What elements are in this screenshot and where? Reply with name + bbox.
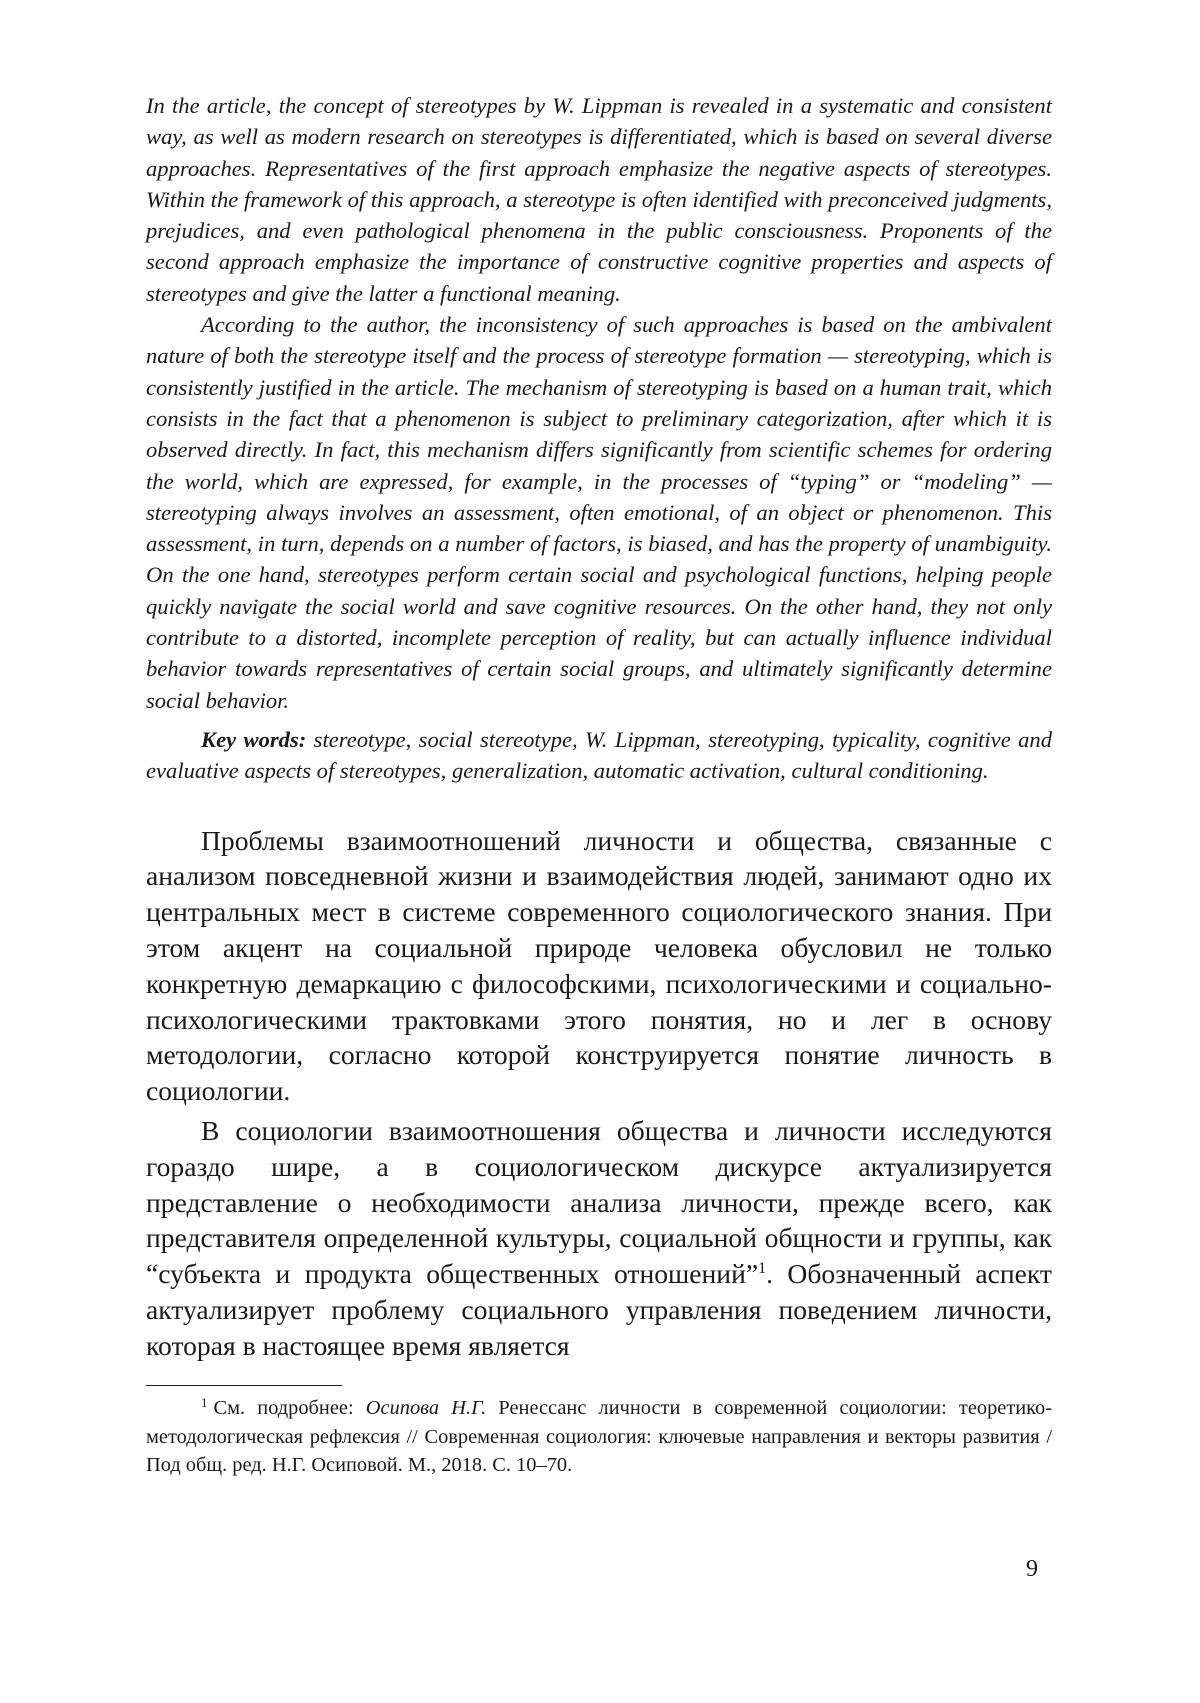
body-paragraph-2 [146, 1113, 1052, 1364]
abstract-paragraph-2: According to the author, the inconsistency of such approaches is based on the ambivalent nature of both the stereotype itself and the process of stereotype formation — stereotyping, which is consistently justified in the article. The mechanism of stereotyping is based on a human trait, which consists in the fact that a phenomenon is subject to preliminary categorization, after which it is observed directly. In fact, this mechanism differs significantly from scientific schemes for ordering the world, which are expressed, for example, in the processes of “typing” or “modeling” — stereotyping always involves an assessment, often emotional, of an object or phenomenon. This assessment, in turn, depends on a number of factors, is biased, and has the property of unambiguity. On the one hand, stereotypes perform certain social and psychological functions, helping people quickly navigate the social world and save cognitive resources. On the other hand, they not only contribute to a distorted, incomplete perception of reality, but can actually influence individual behavior towards representatives of certain social groups, and ultimately significantly determine social behavior. [146, 312, 1052, 713]
footnote-author: Осипова Н.Г. [365, 1397, 487, 1420]
abstract [146, 90, 1052, 716]
abstract-paragraph-1: In the article, the concept of stereotypes by W. Lippman is revealed in a systematic and consistent way, as well as modern research on stereotypes is differentiated, which is based on several diverse approaches. Representatives of the first approach emphasize the negative aspects of stereotypes. Within the framework of this approach, a stereotype is often identified with preconceived judgments, prejudices, and even pathological phenomena in the public consciousness. Proponents of the second approach emphasize the importance of constructive cognitive properties and aspects of stereotypes and give the latter a functional meaning. [146, 93, 1052, 306]
main-text [146, 823, 1052, 1364]
footnote-divider [146, 1385, 342, 1386]
footnote-text: Ренессанс личности в современной социологии: теоретико-методологическая рефлексия // Современная социология: ключевые направления и векторы развития / Под общ. ред. Н.Г. Осиповой. М., 2018. С. 10–70. [146, 1397, 1052, 1477]
keywords-label: Key words: [201, 726, 307, 752]
footnote-prefix: См. подробнее: [213, 1397, 366, 1420]
body-paragraph-2-text: В социологии взаимоотношения общества и личности исследуются гораздо шире, а в социологическом дискурсе актуализируется представление о необходимости анализа личности, прежде всего, как представителя определенной культуры, социальной общности и группы, как “субъекта и продукта общественных отношений” [146, 1114, 1052, 1290]
footnote-reference[interactable]: 1 [758, 1259, 767, 1277]
keywords [146, 724, 1052, 787]
keywords-text: stereotype, social stereotype, W. Lippman, stereotyping, typicality, cognitive and evaluative aspects of stereotypes, generalization, automatic activation, cultural conditioning. [146, 726, 1052, 784]
body-paragraph-2-continuation: . Обозначенный аспект актуализирует проблему социального управления поведением личности, которая в настоящее время является [146, 1258, 1052, 1361]
body-paragraph-1: Проблемы взаимоотношений личности и общества, связанные с анализом повседневной жизни и взаимодействия людей, занимают одно их центральных мест в системе современного социологического знания. При этом акцент на социальной природе человека обусловил не только конкретную демаркацию с философскими, психологическими и социально-психологическими трактовками этого понятия, но и лег в основу методологии, согласно которой конструируется понятие личность в социологии. [146, 824, 1052, 1107]
page-number: 9 [1026, 1556, 1038, 1582]
footnote [146, 1394, 1052, 1479]
footnote-mark: 1 [201, 1394, 208, 1410]
page-content [146, 90, 1052, 1500]
